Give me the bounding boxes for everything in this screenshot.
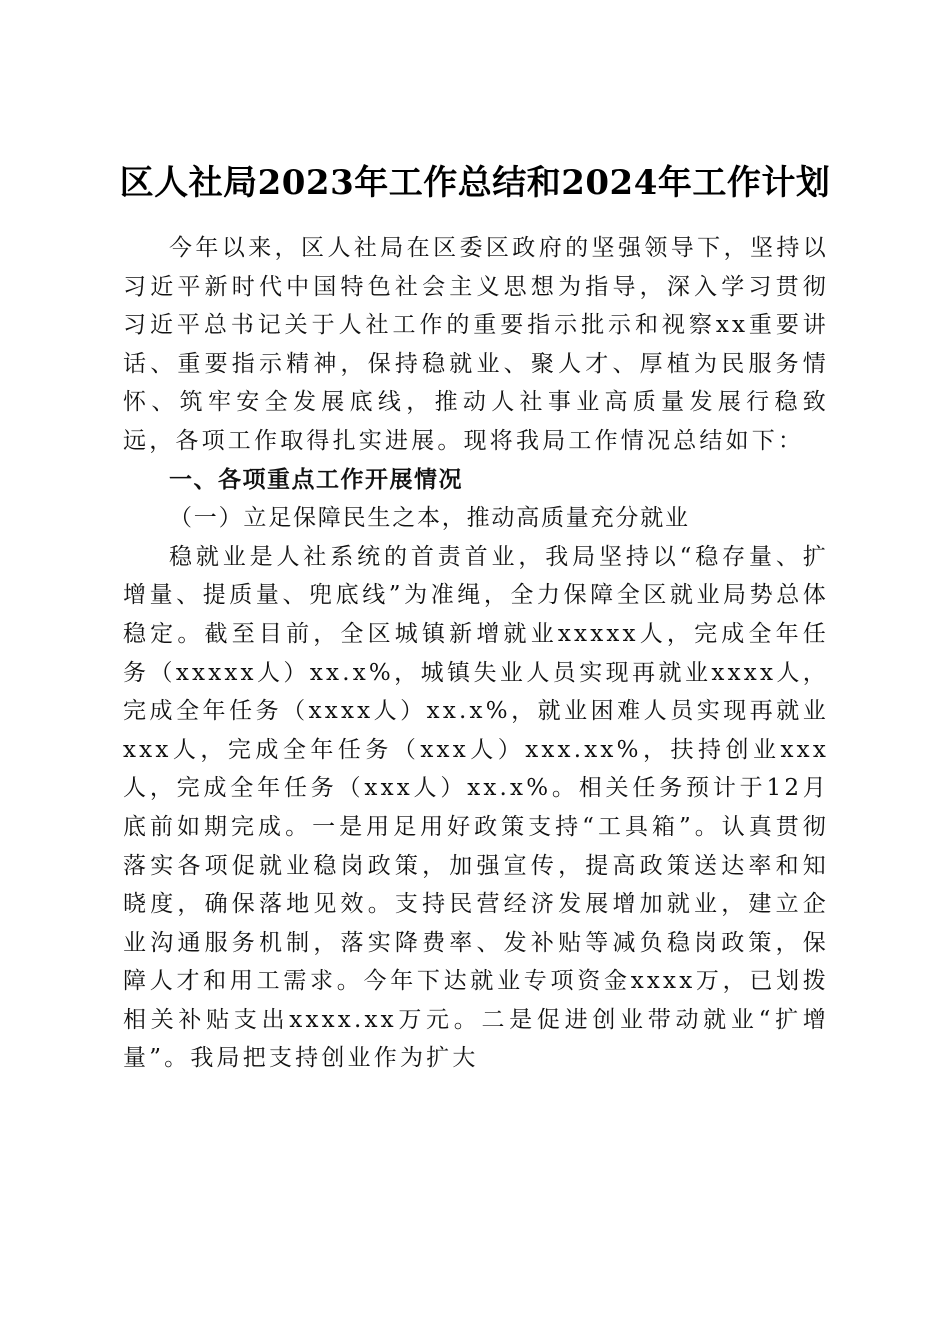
- section-heading: 一、各项重点工作开展情况: [169, 466, 463, 493]
- document-title: 区人社局2023年工作总结和2024年工作计划: [119, 162, 831, 203]
- document-body: [123, 229, 829, 1078]
- body-paragraph: 稳就业是人社系统的首责首业，我局坚持以“稳存量、扩增量、提质量、兜底线”为准绳，全力保障全区就业局势总体稳定。截至目前，全区城镇新增就业xxxxx人，完成全年任务（xxxxx人）xx.x%，城镇失业人员实现再就业xxxx人，完成全年任务（xxxx人）xx.x%，就业困难人员实现再就业xxx人，完成全年任务（xxx人）xxx.xx%，扶持创业xxx人，完成全年任务（xxx人）xx.x%。相关任务预计于12月底前如期完成。一是用足用好政策支持“工具箱”。认真贯彻落实各项促就业稳岗政策，加强宣传，提高政策送达率和知晓度，确保落地见效。支持民营经济发展增加就业，建立企业沟通服务机制，落实降费率、发补贴等减负稳岗政策，保障人才和用工需求。今年下达就业专项资金xxxx万，已划拨相关补贴支出xxxx.xx万元。二是促进创业带动就业“扩增量”。我局把支持创业作为扩大: [123, 543, 829, 1072]
- subsection-heading: （一）立足保障民生之本，推动高质量充分就业: [169, 505, 690, 532]
- intro-paragraph: 今年以来，区人社局在区委区政府的坚强领导下，坚持以习近平新时代中国特色社会主义思想为指导，深入学习贯彻习近平总书记关于人社工作的重要指示批示和视察xx重要讲话、重要指示精神，保持稳就业、聚人才、厚植为民服务情怀、筑牢安全发展底线，推动人社事业高质量发展行稳致远，各项工作取得扎实进展。现将我局工作情况总结如下：: [123, 235, 829, 454]
